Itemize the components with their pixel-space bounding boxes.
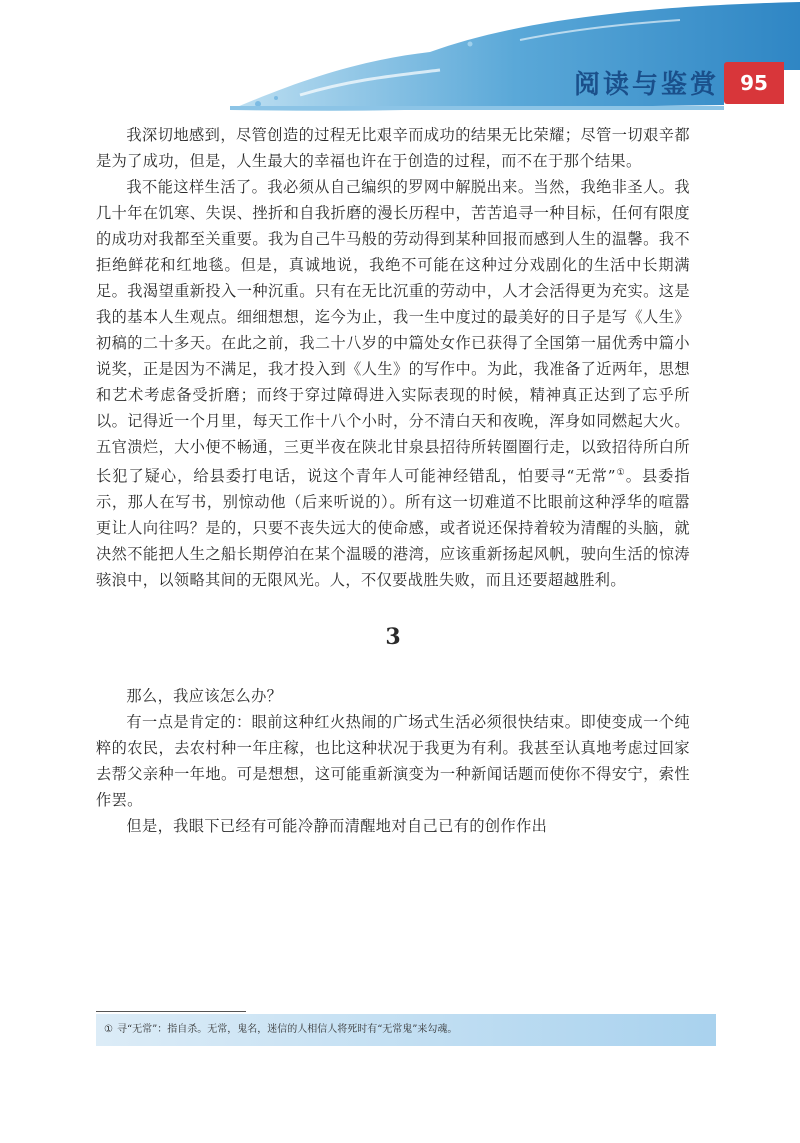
footnote-divider xyxy=(96,1011,246,1012)
page-number: 95 xyxy=(740,71,768,95)
article-body xyxy=(96,122,690,839)
paragraph: 那么，我应该怎么办？ xyxy=(126,687,283,706)
footnote xyxy=(104,1022,704,1038)
page-number-badge xyxy=(724,62,784,104)
footnote-reference: ① xyxy=(615,468,626,478)
paragraph-text: 。县委指示，那人在写书，别惊动他（后来听说的）。所有这一切难道不比眼前这种浮华的喧嚣更让人向往吗？是的，只要不丧失远大的使命感，或者说还保持着较为清醒的头脑，就决然不能把人生之船长期停泊在某个温暖的港湾，应该重新扬起风帆，驶向生活的惊涛骇浪中，以领略其间的无限风光。人，不仅要战胜失败，而且还要超越胜利。 xyxy=(96,467,691,590)
section-title: 阅读与鉴赏 xyxy=(573,70,719,100)
footnote-text: 寻“无常”：指自杀。无常，鬼名，迷信的人相信人将死时有“无常鬼”来勾魂。 xyxy=(116,1024,458,1035)
paragraph: 我深切地感到，尽管创造的过程无比艰辛而成功的结果无比荣耀；尽管一切艰辛都是为了成功，但是，人生最大的幸福也许在于创造的过程，而不在于那个结果。 xyxy=(96,126,690,170)
section-number: 3 xyxy=(385,624,401,651)
paragraph-text: 我不能这样生活了。我必须从自己编织的罗网中解脱出来。当然，我绝非圣人。我几十年在饥寒、失误、挫折和自我折磨的漫长历程中，苦苦追寻一种目标，任何有限度的成功对我都至关重要。我为自己牛马般的劳动得到某种回报而感到人生的温馨。我不拒绝鲜花和红地毯。但是，真诚地说，我绝不可能在这种过分戏剧化的生活中长期满足。我渴望重新投入一种沉重。只有在无比沉重的劳动中，人才会活得更为充实。这是我的基本人生观点。细细想想，迄今为止，我一生中度过的最美好的日子是写《人生》初稿的二十多天。在此之前，我二十八岁的中篇处女作已获得了全国第一届优秀中篇小说奖，正是因为不满足，我才投入到《人生》的写作中。为此，我准备了近两年，思想和艺术考虑备受折磨；而终于穿过障碍进入实际表现的时候，精神真正达到了忘乎所以。记得近一个月里，每天工作十八个小时，分不清白天和夜晚，浑身如同燃起大火。五官溃烂，大小便不畅通，三更半夜在陕北甘泉县招待所转圈圈行走，以致招待所白所长犯了疑心，给县委打电话，说这个青年人可能神经错乱，怕要寻“无常” xyxy=(96,178,690,486)
paragraph xyxy=(96,174,690,593)
paragraph: 但是，我眼下已经有可能冷静而清醒地对自己已有的创作作出 xyxy=(126,817,548,836)
paragraph: 有一点是肯定的：眼前这种红火热闹的广场式生活必须很快结束。即使变成一个纯粹的农民，去农村种一年庄稼，也比这种状况于我更为有利。我甚至认真地考虑过回家去帮父亲种一年地。可是想想，这可能重新演变为一种新闻话题而使你不得安宁，索性作罢。 xyxy=(96,713,690,810)
footnote-mark: ① xyxy=(104,1024,113,1035)
